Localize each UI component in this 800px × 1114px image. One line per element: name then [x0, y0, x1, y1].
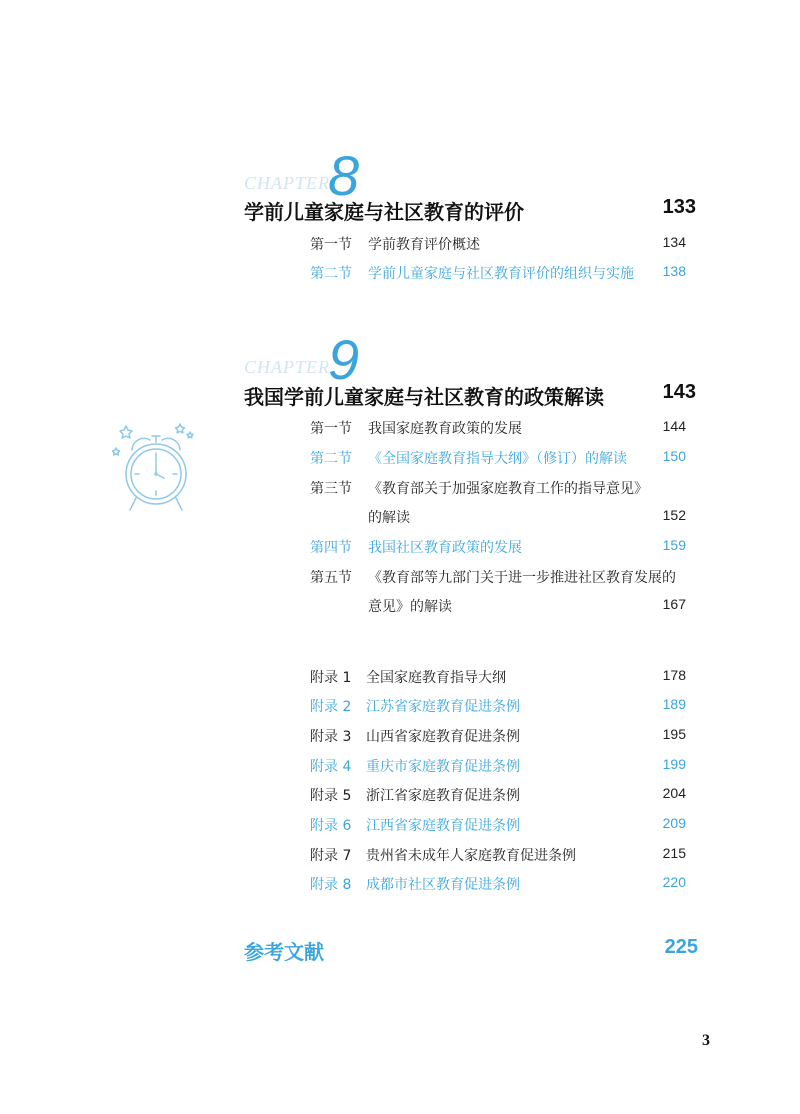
chapter-8-title-row[interactable]: [244, 196, 696, 226]
alarm-clock-icon: [112, 418, 200, 518]
section-title-line2: 的解读: [368, 510, 410, 526]
toc-row-section[interactable]: [310, 263, 686, 285]
toc-row-section[interactable]: [310, 448, 686, 470]
section-page: 159: [662, 537, 686, 553]
appendix-page: 220: [662, 874, 686, 890]
appendix-title: 山西省家庭教育促进条例: [366, 729, 520, 745]
section-title: 《全国家庭教育指导大纲》（修订）的解读: [368, 451, 627, 467]
toc-row-appendix[interactable]: [310, 874, 686, 896]
appendix-page: 204: [662, 785, 686, 801]
appendix-title: 成都市社区教育促进条例: [366, 877, 520, 893]
chapter-page: 133: [662, 196, 696, 218]
section-label: 第三节: [310, 481, 352, 497]
chapter-word: CHAPTER: [244, 357, 330, 377]
section-page: 138: [662, 263, 686, 279]
section-title-line1: 《教育部关于加强家庭教育工作的指导意见》: [368, 481, 648, 497]
toc-row-section-continued[interactable]: [310, 507, 686, 529]
appendix-page: 209: [662, 815, 686, 831]
chapter-9-mark: [244, 324, 404, 391]
appendix-label: 附录 8: [310, 877, 352, 893]
appendix-title: 贵州省未成年人家庭教育促进条例: [366, 848, 576, 864]
section-title-line1: 《教育部等九部门关于进一步推进社区教育发展的: [368, 570, 676, 586]
chapter-number: 9: [328, 328, 360, 391]
appendix-title: 浙江省家庭教育促进条例: [366, 788, 520, 804]
section-page: 134: [662, 234, 686, 250]
toc-row-appendix[interactable]: [310, 845, 686, 867]
appendix-title: 江西省家庭教育促进条例: [366, 818, 520, 834]
chapter-title: 我国学前儿童家庭与社区教育的政策解读: [244, 385, 604, 409]
toc-row-section[interactable]: [310, 418, 686, 440]
appendix-label: 附录 5: [310, 788, 352, 804]
appendix-label: 附录 1: [310, 670, 352, 686]
page-number: 3: [702, 1032, 710, 1049]
appendix-title: 全国家庭教育指导大纲: [366, 670, 506, 686]
section-title-line2: 意见》的解读: [368, 599, 452, 615]
appendix-page: 189: [662, 696, 686, 712]
appendix-page: 195: [662, 726, 686, 742]
toc-row-section[interactable]: [310, 567, 686, 589]
section-label: 第一节: [310, 237, 352, 253]
appendix-page: 215: [662, 845, 686, 861]
chapter-8-mark: [244, 140, 404, 207]
chapter-title: 学前儿童家庭与社区教育的评价: [244, 200, 524, 224]
section-label: 第二节: [310, 451, 352, 467]
section-title: 学前教育评价概述: [368, 237, 480, 253]
toc-row-section[interactable]: [310, 478, 686, 500]
toc-row-appendix[interactable]: [310, 756, 686, 778]
references-row[interactable]: [244, 936, 698, 966]
appendix-title: 重庆市家庭教育促进条例: [366, 759, 520, 775]
appendix-page: 199: [662, 756, 686, 772]
appendix-label: 附录 4: [310, 759, 352, 775]
chapter-number: 8: [328, 144, 360, 207]
appendix-label: 附录 7: [310, 848, 352, 864]
references-title: 参考文献: [244, 940, 324, 964]
toc-row-section[interactable]: [310, 537, 686, 559]
section-page: 167: [662, 596, 686, 612]
section-page: 150: [662, 448, 686, 464]
appendix-title: 江苏省家庭教育促进条例: [366, 699, 520, 715]
toc-row-appendix[interactable]: [310, 696, 686, 718]
chapter-page: 143: [662, 381, 696, 403]
toc-row-appendix[interactable]: [310, 815, 686, 837]
toc-row-appendix[interactable]: [310, 726, 686, 748]
section-title: 我国社区教育政策的发展: [368, 540, 522, 556]
section-page: 144: [662, 418, 686, 434]
appendix-label: 附录 6: [310, 818, 352, 834]
appendix-page: 178: [662, 667, 686, 683]
toc-row-section-continued[interactable]: [310, 596, 686, 618]
section-label: 第二节: [310, 266, 352, 282]
references-page: 225: [664, 936, 698, 958]
section-label: 第一节: [310, 421, 352, 437]
section-label: 第五节: [310, 570, 352, 586]
section-page: 152: [662, 507, 686, 523]
chapter-word: CHAPTER: [244, 173, 330, 193]
section-title: 我国家庭教育政策的发展: [368, 421, 522, 437]
appendix-label: 附录 3: [310, 729, 352, 745]
section-title: 学前儿童家庭与社区教育评价的组织与实施: [368, 266, 634, 282]
toc-row-section[interactable]: [310, 234, 686, 256]
section-label: 第四节: [310, 540, 352, 556]
toc-row-appendix[interactable]: [310, 785, 686, 807]
chapter-9-title-row[interactable]: [244, 381, 696, 411]
appendix-label: 附录 2: [310, 699, 352, 715]
toc-row-appendix[interactable]: [310, 667, 686, 689]
